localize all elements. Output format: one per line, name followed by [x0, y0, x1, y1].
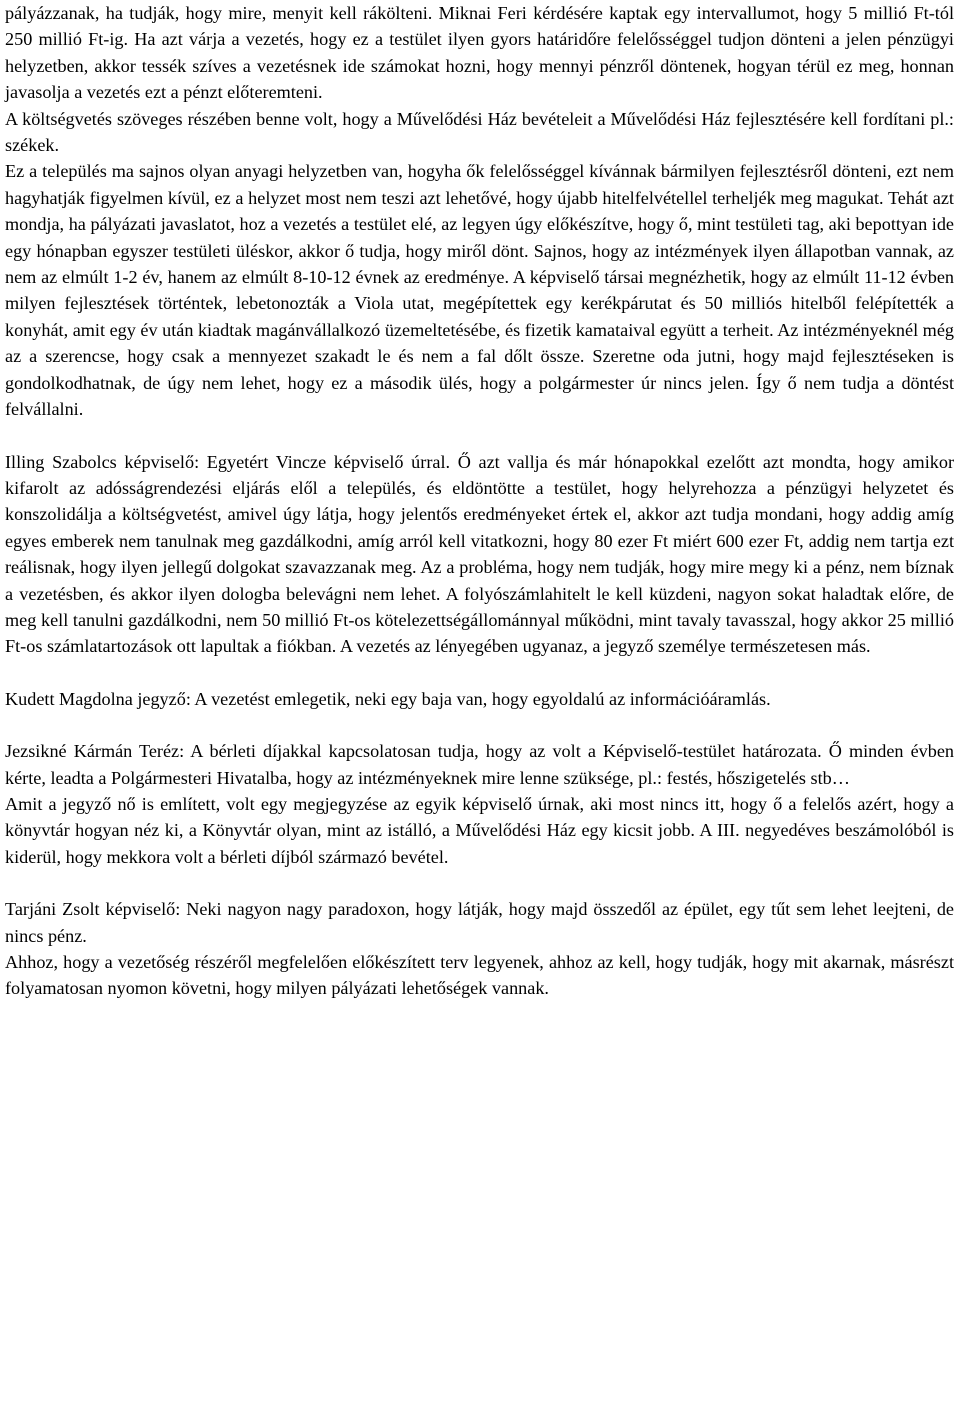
paragraph-financial-situation: Ez a település ma sajnos olyan anyagi helyzetben van, hogyha ők felelősséggel kívánnak bármilyen fejlesztésről dönteni, ezt nem hagyhatják figyelmen kívül, ez a helyzet most nem teszi azt lehetővé, hogy újabb hitelfelvétellel terheljék meg magukat. Tehát azt mondja, ha pályázati javaslatot, hoz a vezetés a testület elé, az legyen úgy előkészítve, hogy ő, mint testületi tag, aki bepottyan ide egy hónapban egyszer testületi üléskor, akkor ő tudja, hogy miről dönt. Sajnos, hogy az intézmények ilyen állapotban vannak, az nem az elmúlt 1-2 év, hanem az elmúlt 8-10-12 évnek az eredménye. A képviselő társai megnézhetik, hogy az elmúlt 11-12 évben milyen fejlesztések történtek, lebetonozták a Viola utat, megépítettek egy kerékpárutat és 50 milliós hitelből felépítették a konyhát, amit egy év után kiadtak magánvállalkozó üzemeltetésébe, és fizetik kamataival együtt a terheit. Az intézményeknél még az a szerencse, hogy csak a mennyezet szakadt le és nem a fal dőlt össze. Szeretne oda jutni, hogy majd fejlesztéseken is gondolkodhatnak, de úgy nem lehet, hogy ez a második ülés, hogy a polgármester úr nincs jelen. Így ő nem tudja a döntést felvállalni. — [5, 161, 954, 420]
paragraph-budget-note: A költségvetés szöveges részében benne volt, hogy a Művelődési Ház bevételeit a Művelődési Ház fejlesztésére kell fordítani pl.: székek. — [5, 108, 954, 156]
paragraph-illing-statement: Illing Szabolcs képviselő: Egyetért Vincze képviselő úrral. Ő azt vallja és már hónapokkal ezelőtt azt mondta, hogy amikor kifarolt az adósságrendezési eljárás elől a település, és eldöntötte a testület, hogy helyrehozza a pénzügyi helyzetet és konszolidálja a költségvetést, amivel úgy látja, hogy jelentős eredményeket értek el, akkor azt tudja mondani, hogy addig amíg egyes emberek nem tanulnak meg gazdálkodni, amíg arról kell vitatkozni, hogy 80 ezer Ft miért 600 ezer Ft, addig nem tartja ezt reálisnak, hogy ilyen jellegű dolgokat szavazzanak meg. Az a probléma, hogy nem tudják, hogy mire megy ki a pénz, nem bíznak a vezetésben, és akkor ilyen dologba belevágni nem lehet. A folyószámlahitelt le kell küzdeni, nagyon sokat haladtak előre, de meg kell tanulni gazdálkodni, nem 50 millió Ft-os kötelezettségállománnyal működni, mint tavaly tavasszal, hogy akkor 25 millió Ft-os számlatartozások ott lapultak a fiókban. A vezetés az lényegében ugyanaz, a jegyző személye természetesen más. — [5, 451, 954, 657]
paragraph-funding-request: pályázzanak, ha tudják, hogy mire, menyit kell rákölteni. Miknai Feri kérdésére kaptak egy intervallumot, hogy 5 millió Ft-tól 250 millió Ft-ig. Ha azt várja a vezetés, hogy ez a testület ilyen gyors határidőre felelősséggel tudjon dönteni a jelen pénzügyi helyzetben, akkor tessék szíves a vezetésnek ide számokat hozni, hogy mennyi pénzről döntenek, hogyan térül ez meg, honnan javasolja a vezetés ezt a pénzt előteremteni. — [5, 3, 954, 103]
paragraph-planning-remark: Ahhoz, hogy a vezetőség részéről megfelelően előkészített terv legyenek, ahhoz az kell, hogy tudják, hogy mit akarnak, másrészt folyamatosan nyomon követni, hogy milyen pályázati lehetőségek vannak. — [5, 952, 954, 999]
paragraph-library-remark: Amit a jegyző nő is említett, volt egy megjegyzése az egyik képviselő úrnak, aki most nincs itt, hogy ő a felelős azért, hogy a könyvtár hogyan néz ki, a Könyvtár olyan, mint az istálló, a Művelődési Ház egy kicsit jobb. A III. negyedéves beszámolóból is kiderül, hogy mekkora volt a bérleti díjból származó bevétel. — [5, 793, 954, 867]
paragraph-tarjani-statement: Tarjáni Zsolt képviselő: Neki nagyon nagy paradoxon, hogy látják, hogy majd összedől az épület, egy tűt sem lehet leejteni, de nincs pénz. — [5, 899, 954, 946]
paragraph-kudett-statement: Kudett Magdolna jegyző: A vezetést emlegetik, neki egy baja van, hogy egyoldalú az információáramlás. — [5, 688, 771, 709]
paragraph-jezsikne-statement: Jezsikné Kármán Teréz: A bérleti díjakkal kapcsolatosan tudja, hogy az volt a Képviselő-testület határozata. Ő minden évben kérte, leadta a Polgármesteri Hivatalba, hogy az intézményeknek mire lenne szüksége, pl.: festés, hőszigetelés stb… — [5, 741, 954, 788]
